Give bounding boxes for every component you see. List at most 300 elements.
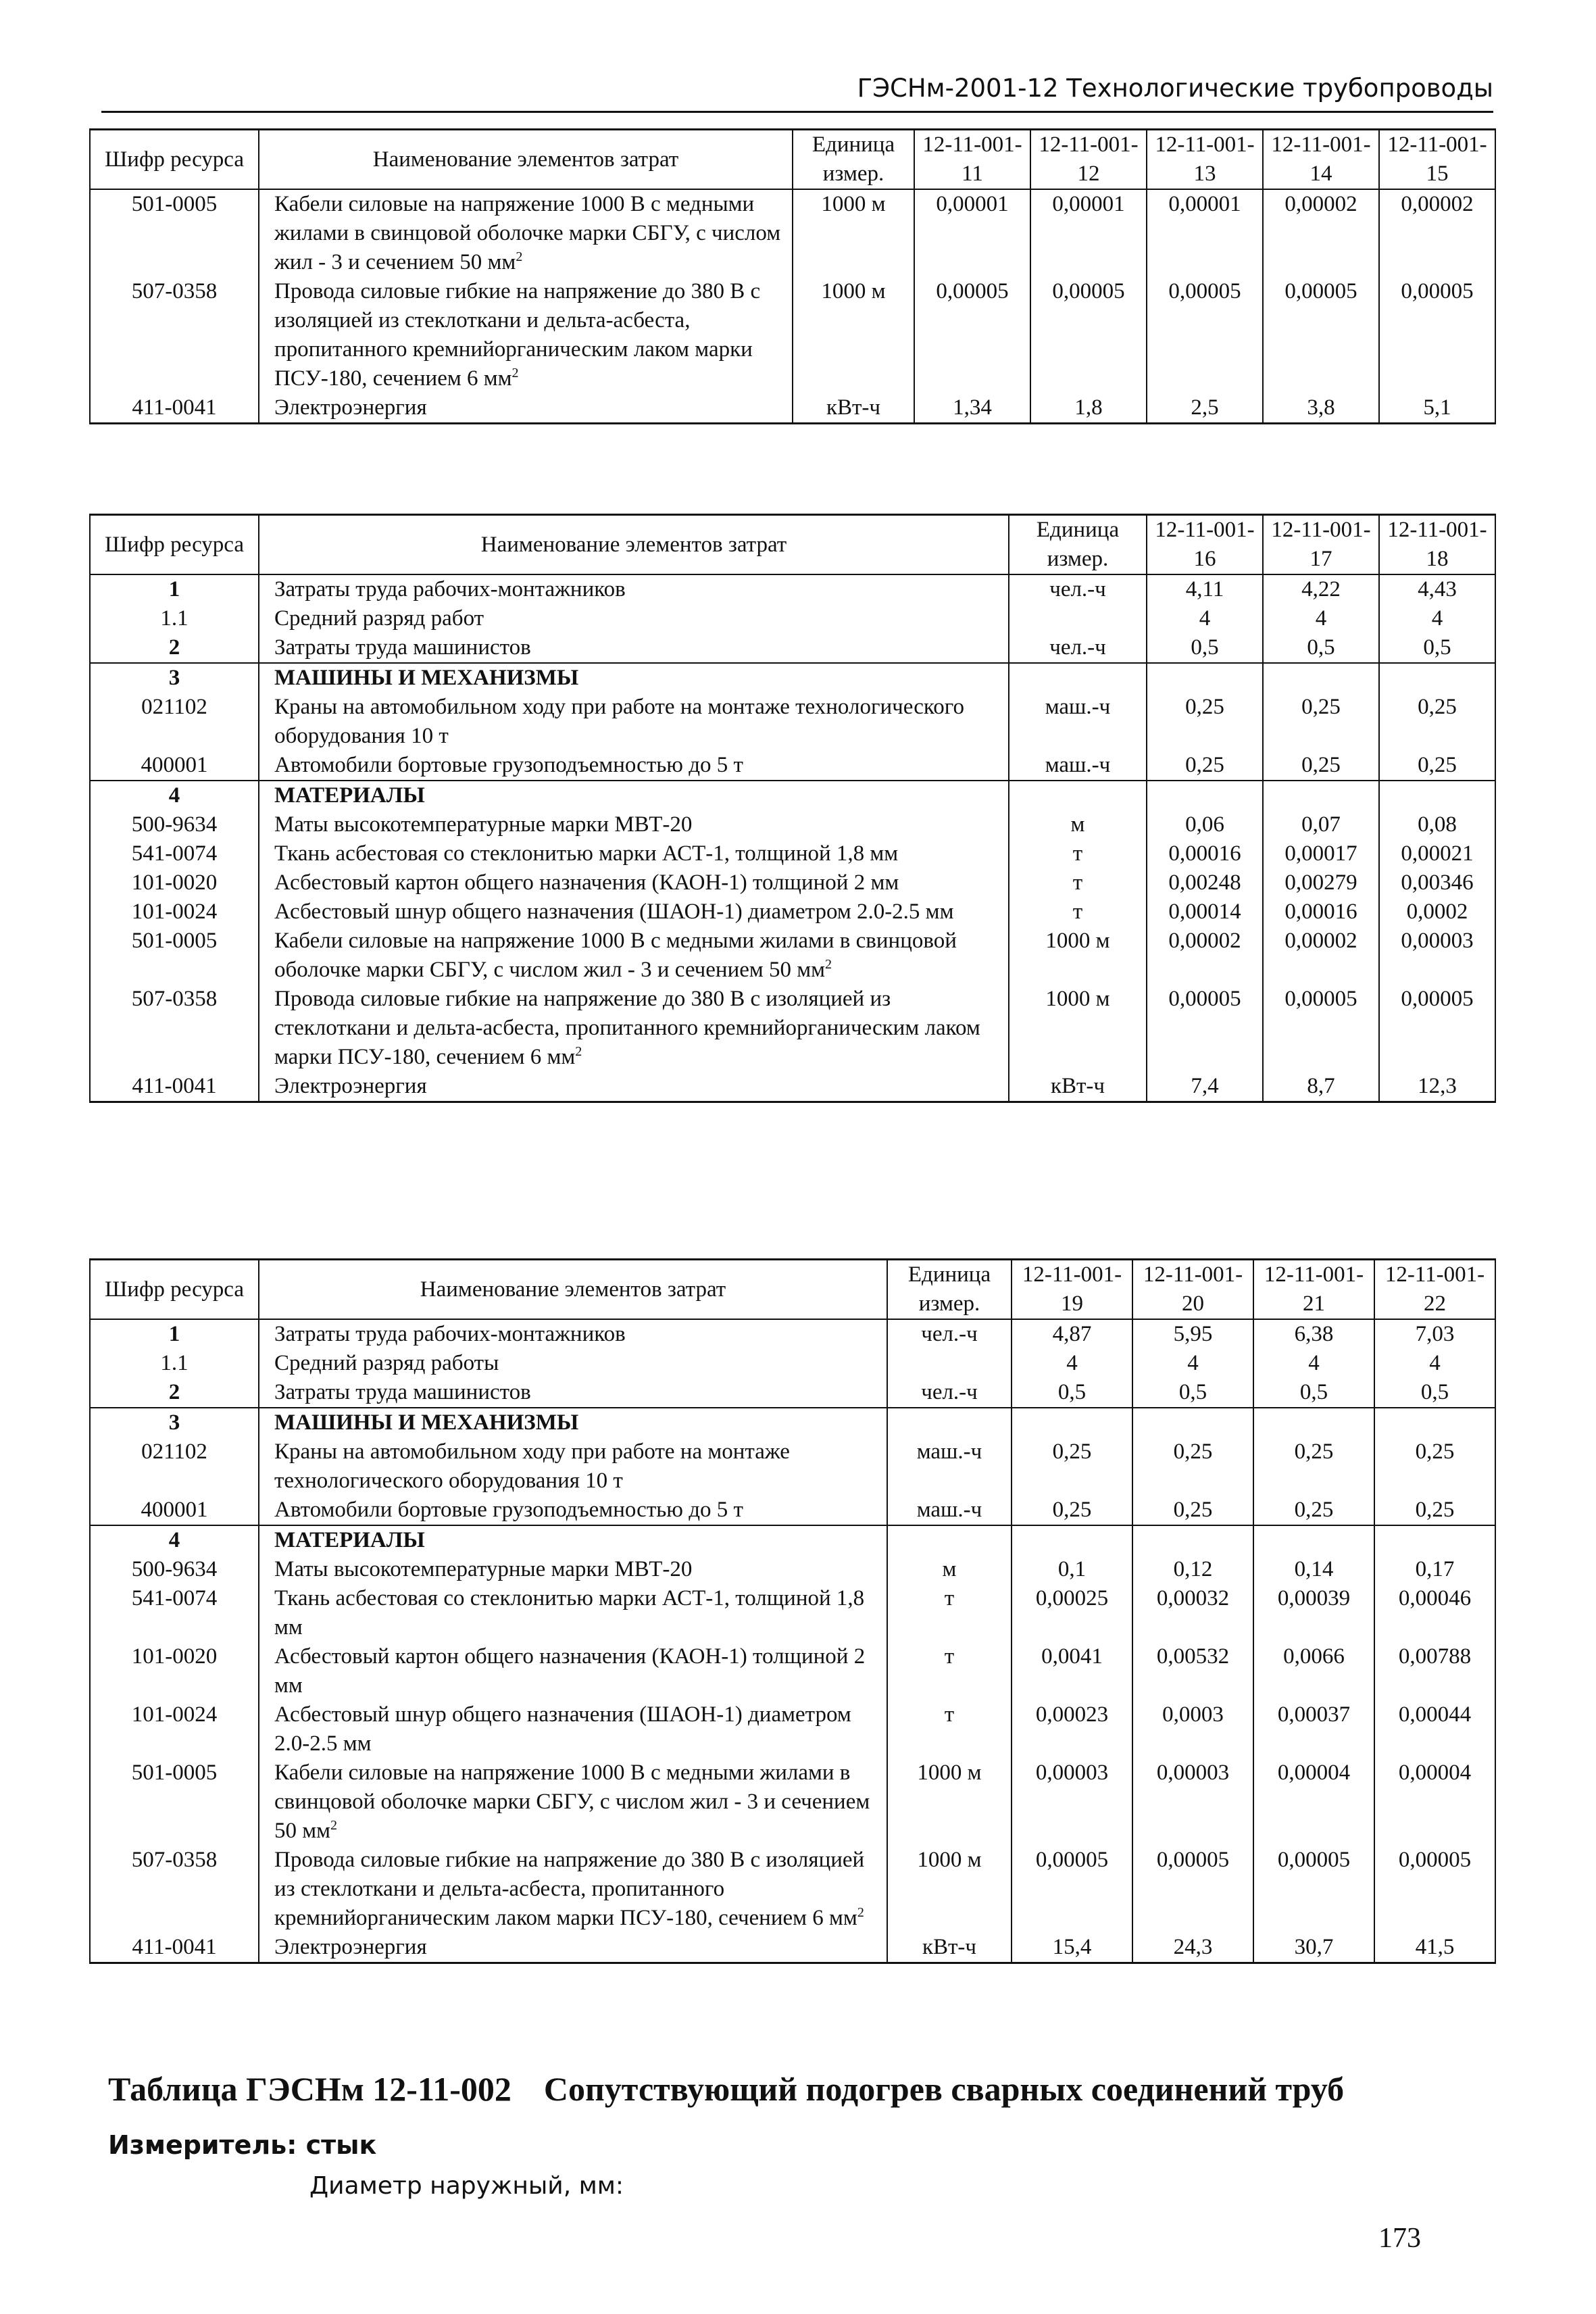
table-row xyxy=(90,604,1495,633)
cost-element-text: Автомобили бортовые грузоподъемностью до 5 т xyxy=(274,753,743,777)
norm-value: 0,00001 xyxy=(914,189,1030,277)
resource-code: 501-0005 xyxy=(90,1758,259,1846)
cost-element-name xyxy=(259,1700,887,1758)
table-row xyxy=(90,1319,1495,1349)
norm-value: 4,11 xyxy=(1147,574,1263,604)
table-row xyxy=(90,574,1495,604)
norm-value xyxy=(1374,1525,1495,1555)
resource-code: 101-0020 xyxy=(90,1642,259,1700)
norm-value: 0,00014 xyxy=(1147,897,1263,927)
norm-value: 24,3 xyxy=(1132,1933,1253,1963)
norm-value: 0,00003 xyxy=(1012,1758,1132,1846)
norm-value xyxy=(1132,1408,1253,1437)
table-row xyxy=(90,1408,1495,1437)
column-header-norm: 12-11-001-22 xyxy=(1374,1260,1495,1320)
resource-code: 541-0074 xyxy=(90,839,259,868)
cost-element-text: Затраты труда рабочих-монтажников xyxy=(274,1322,626,1346)
cost-element-text: Провода силовые гибкие на напряжение до 380 В с изоляцией из стеклоткани и дельта-асбеста, пропитанного кремнийорганическим лаком марки ПСУ-180, сечением 6 мм xyxy=(274,987,980,1069)
cost-element-name xyxy=(259,663,1009,693)
unit-cell: кВт-ч xyxy=(793,393,914,424)
norm-value: 0,00005 xyxy=(1379,985,1495,1072)
unit-cell: чел.-ч xyxy=(887,1378,1012,1408)
norm-value: 0,25 xyxy=(1253,1437,1374,1496)
cost-element-name xyxy=(259,868,1009,897)
resource-code: 501-0005 xyxy=(90,189,259,277)
column-header-norm: 12-11-001-16 xyxy=(1147,515,1263,575)
resource-code: 1 xyxy=(90,574,259,604)
norm-value: 0,00005 xyxy=(1030,277,1147,393)
norm-value: 0,00532 xyxy=(1132,1642,1253,1700)
cost-element-text: Асбестовый шнур общего назначения (ШАОН-1) диаметром 2.0-2.5 мм xyxy=(274,1702,851,1756)
norm-value: 0,0002 xyxy=(1379,897,1495,927)
cost-element-name xyxy=(259,927,1009,985)
unit-cell: чел.-ч xyxy=(887,1319,1012,1349)
norm-value xyxy=(1147,781,1263,810)
table-row xyxy=(90,1584,1495,1642)
table-row xyxy=(90,1349,1495,1378)
column-header-unit: Единица измер. xyxy=(887,1260,1012,1320)
norm-value: 0,00003 xyxy=(1379,927,1495,985)
norm-value xyxy=(1253,1408,1374,1437)
norm-value: 0,00248 xyxy=(1147,868,1263,897)
resource-code: 500-9634 xyxy=(90,1555,259,1584)
norm-value: 0,25 xyxy=(1132,1437,1253,1496)
resource-code: 500-9634 xyxy=(90,810,259,839)
table-row xyxy=(90,1072,1495,1102)
superscript: 2 xyxy=(330,1818,338,1833)
cost-element-text: Средний разряд работ xyxy=(274,606,484,631)
resource-code: 1 xyxy=(90,1319,259,1349)
norm-value: 0,14 xyxy=(1253,1555,1374,1584)
cost-element-text: Кабели силовые на напряжение 1000 В с медными жилами в свинцовой оболочке марки СБГУ, с числом жил - 3 и сечением 50 мм xyxy=(274,192,781,274)
norm-value: 1,8 xyxy=(1030,393,1147,424)
table-row xyxy=(90,693,1495,751)
norm-value: 0,00005 xyxy=(1147,985,1263,1072)
unit-cell: т xyxy=(887,1642,1012,1700)
norm-value: 0,00004 xyxy=(1374,1758,1495,1846)
cost-element-name xyxy=(259,604,1009,633)
norm-value: 0,25 xyxy=(1147,693,1263,751)
unit-cell: т xyxy=(887,1700,1012,1758)
norm-value: 4,87 xyxy=(1012,1319,1132,1349)
cost-element-text: Провода силовые гибкие на напряжение до 380 В с изоляцией из стеклоткани и дельта-асбеста, пропитанного кремнийорганическим лаком марки ПСУ-180, сечением 6 мм xyxy=(274,279,761,391)
cost-element-text: Электроэнергия xyxy=(274,395,427,420)
resource-code: 411-0041 xyxy=(90,393,259,424)
table-row xyxy=(90,751,1495,781)
column-header-norm: 12-11-001-21 xyxy=(1253,1260,1374,1320)
resource-code: 1.1 xyxy=(90,1349,259,1378)
norm-value: 0,25 xyxy=(1132,1496,1253,1525)
resource-code: 507-0358 xyxy=(90,277,259,393)
cost-element-name xyxy=(259,1642,887,1700)
cost-element-name xyxy=(259,1496,887,1525)
norm-value: 0,00005 xyxy=(1012,1846,1132,1933)
table-id: Таблица ГЭСНм 12-11-002 xyxy=(108,2070,512,2108)
norm-value: 4 xyxy=(1253,1349,1374,1378)
cost-element-name xyxy=(259,189,793,277)
unit-cell: 1000 м xyxy=(793,277,914,393)
norm-value: 0,00003 xyxy=(1132,1758,1253,1846)
cost-element-text: МАШИНЫ И МЕХАНИЗМЫ xyxy=(274,666,579,690)
cost-table-3 xyxy=(89,1258,1496,1964)
cost-element-name xyxy=(259,1846,887,1933)
column-header-code: Шифр ресурса xyxy=(90,130,259,190)
norm-value: 0,5 xyxy=(1253,1378,1374,1408)
column-header-code: Шифр ресурса xyxy=(90,1260,259,1320)
superscript: 2 xyxy=(512,366,519,380)
norm-value xyxy=(1263,663,1379,693)
norm-value: 1,34 xyxy=(914,393,1030,424)
cost-element-text: МАТЕРИАЛЫ xyxy=(274,783,425,808)
norm-value xyxy=(1147,663,1263,693)
norm-value: 30,7 xyxy=(1253,1933,1374,1963)
norm-value: 0,25 xyxy=(1253,1496,1374,1525)
norm-value xyxy=(1012,1408,1132,1437)
superscript: 2 xyxy=(575,1044,582,1059)
cost-element-text: Асбестовый картон общего назначения (КАОН-1) толщиной 2 мм xyxy=(274,1644,866,1698)
norm-value: 0,25 xyxy=(1147,751,1263,781)
table-row xyxy=(90,633,1495,663)
norm-value: 0,00021 xyxy=(1379,839,1495,868)
norm-value: 0,00005 xyxy=(1263,277,1379,393)
norm-value: 2,5 xyxy=(1147,393,1263,424)
column-header-norm: 12-11-001-19 xyxy=(1012,1260,1132,1320)
unit-cell: маш.-ч xyxy=(887,1496,1012,1525)
resource-code: 101-0024 xyxy=(90,1700,259,1758)
norm-value: 0,25 xyxy=(1012,1437,1132,1496)
cost-element-name xyxy=(259,1933,887,1963)
cost-element-name xyxy=(259,277,793,393)
superscript: 2 xyxy=(857,1905,864,1920)
unit-cell xyxy=(1009,604,1147,633)
norm-value: 5,95 xyxy=(1132,1319,1253,1349)
superscript: 2 xyxy=(825,957,832,972)
column-header-unit: Единица измер. xyxy=(1009,515,1147,575)
norm-value: 0,00025 xyxy=(1012,1584,1132,1642)
norm-value: 0,00016 xyxy=(1147,839,1263,868)
norm-value: 0,5 xyxy=(1147,633,1263,663)
norm-value: 0,00032 xyxy=(1132,1584,1253,1642)
norm-value: 0,12 xyxy=(1132,1555,1253,1584)
resource-code: 507-0358 xyxy=(90,1846,259,1933)
norm-value: 0,25 xyxy=(1379,693,1495,751)
cost-element-name xyxy=(259,1555,887,1584)
unit-cell: маш.-ч xyxy=(887,1437,1012,1496)
table-row xyxy=(90,1378,1495,1408)
cost-element-text: Затраты труда рабочих-монтажников xyxy=(274,577,626,601)
cost-element-name xyxy=(259,1319,887,1349)
cost-element-text: Маты высокотемпературные марки МВТ-20 xyxy=(274,1557,693,1581)
norm-value xyxy=(1379,663,1495,693)
cost-element-name xyxy=(259,897,1009,927)
cost-element-text: Средний разряд работы xyxy=(274,1351,499,1375)
norm-value: 0,00002 xyxy=(1147,927,1263,985)
cost-element-text: Электроэнергия xyxy=(274,1935,427,1959)
column-header-norm: 12-11-001-20 xyxy=(1132,1260,1253,1320)
superscript: 2 xyxy=(516,249,523,264)
table-row xyxy=(90,277,1495,393)
cost-element-text: Краны на автомобильном ходу при работе на монтаже технологического оборудования 10 т xyxy=(274,695,964,748)
cost-element-name xyxy=(259,1525,887,1555)
table-row xyxy=(90,839,1495,868)
unit-cell: т xyxy=(1009,897,1147,927)
resource-code: 411-0041 xyxy=(90,1072,259,1102)
table-row xyxy=(90,1700,1495,1758)
unit-cell xyxy=(887,1408,1012,1437)
norm-value: 0,5 xyxy=(1379,633,1495,663)
norm-value: 0,00016 xyxy=(1263,897,1379,927)
cost-element-name xyxy=(259,810,1009,839)
norm-value: 3,8 xyxy=(1263,393,1379,424)
norm-value: 0,00039 xyxy=(1253,1584,1374,1642)
unit-cell: чел.-ч xyxy=(1009,574,1147,604)
resource-code: 541-0074 xyxy=(90,1584,259,1642)
unit-cell: т xyxy=(1009,868,1147,897)
table-row xyxy=(90,927,1495,985)
norm-value: 0,00005 xyxy=(1263,985,1379,1072)
norm-value: 0,5 xyxy=(1012,1378,1132,1408)
unit-cell xyxy=(887,1349,1012,1378)
unit-cell: чел.-ч xyxy=(1009,633,1147,663)
table-row xyxy=(90,810,1495,839)
norm-value: 0,5 xyxy=(1374,1378,1495,1408)
norm-value: 0,00346 xyxy=(1379,868,1495,897)
unit-cell: т xyxy=(1009,839,1147,868)
norm-value xyxy=(1374,1408,1495,1437)
cost-element-text: Асбестовый шнур общего назначения (ШАОН-1) диаметром 2.0-2.5 мм xyxy=(274,900,954,924)
norm-value: 0,00002 xyxy=(1263,189,1379,277)
cost-element-name xyxy=(259,839,1009,868)
table-row xyxy=(90,393,1495,424)
resource-code: 2 xyxy=(90,633,259,663)
norm-value: 4 xyxy=(1374,1349,1495,1378)
table-row xyxy=(90,1758,1495,1846)
diameter-label: Диаметр наружный, мм: xyxy=(309,2172,624,2200)
cost-element-name xyxy=(259,393,793,424)
norm-value: 41,5 xyxy=(1374,1933,1495,1963)
column-header-norm: 12-11-001-12 xyxy=(1030,130,1147,190)
cost-element-text: Асбестовый картон общего назначения (КАОН-1) толщиной 2 мм xyxy=(274,870,899,895)
norm-value: 0,00005 xyxy=(1147,277,1263,393)
norm-value: 0,00005 xyxy=(1379,277,1495,393)
norm-value: 4 xyxy=(1132,1349,1253,1378)
norm-value: 0,07 xyxy=(1263,810,1379,839)
norm-value: 0,00037 xyxy=(1253,1700,1374,1758)
cost-table-2 xyxy=(89,514,1496,1103)
norm-value: 0,00004 xyxy=(1253,1758,1374,1846)
norm-value xyxy=(1263,781,1379,810)
norm-value: 0,00005 xyxy=(1132,1846,1253,1933)
table-row xyxy=(90,1437,1495,1496)
norm-value: 0,0041 xyxy=(1012,1642,1132,1700)
resource-code: 1.1 xyxy=(90,604,259,633)
column-header-norm: 12-11-001-15 xyxy=(1379,130,1495,190)
cost-table-1 xyxy=(89,128,1496,424)
column-header-unit: Единица измер. xyxy=(793,130,914,190)
resource-code: 021102 xyxy=(90,1437,259,1496)
table-row xyxy=(90,189,1495,277)
table-header-row xyxy=(90,515,1495,575)
norm-value: 0,25 xyxy=(1263,751,1379,781)
resource-code: 400001 xyxy=(90,1496,259,1525)
norm-value: 0,00279 xyxy=(1263,868,1379,897)
norm-value: 0,25 xyxy=(1263,693,1379,751)
unit-cell: 1000 м xyxy=(887,1758,1012,1846)
column-header-norm: 12-11-001-11 xyxy=(914,130,1030,190)
table-row xyxy=(90,1642,1495,1700)
resource-code: 400001 xyxy=(90,751,259,781)
cost-element-text: Провода силовые гибкие на напряжение до 380 В с изоляцией из стеклоткани и дельта-асбеста, пропитанного кремнийорганическим лаком марки ПСУ-180, сечением 6 мм xyxy=(274,1848,865,1930)
resource-code: 4 xyxy=(90,781,259,810)
norm-value xyxy=(1379,781,1495,810)
column-header-name: Наименование элементов затрат xyxy=(259,1260,887,1320)
norm-value: 7,4 xyxy=(1147,1072,1263,1102)
norm-value: 0,25 xyxy=(1374,1437,1495,1496)
cost-element-text: Ткань асбестовая со стеклонитью марки АСТ-1, толщиной 1,8 мм xyxy=(274,841,899,866)
cost-element-name xyxy=(259,1408,887,1437)
column-header-norm: 12-11-001-17 xyxy=(1263,515,1379,575)
resource-code: 411-0041 xyxy=(90,1933,259,1963)
table-row xyxy=(90,1525,1495,1555)
norm-value: 12,3 xyxy=(1379,1072,1495,1102)
unit-cell: 1000 м xyxy=(887,1846,1012,1933)
resource-code: 021102 xyxy=(90,693,259,751)
column-header-name: Наименование элементов затрат xyxy=(259,130,793,190)
cost-element-name xyxy=(259,781,1009,810)
resource-code: 501-0005 xyxy=(90,927,259,985)
resource-code: 4 xyxy=(90,1525,259,1555)
cost-element-text: МАШИНЫ И МЕХАНИЗМЫ xyxy=(274,1410,579,1435)
resource-code: 101-0020 xyxy=(90,868,259,897)
norm-value: 4 xyxy=(1379,604,1495,633)
running-header: ГЭСНм-2001-12 Технологические трубопроводы xyxy=(101,73,1493,113)
resource-code: 507-0358 xyxy=(90,985,259,1072)
table-row xyxy=(90,663,1495,693)
cost-element-text: Маты высокотемпературные марки МВТ-20 xyxy=(274,812,693,837)
cost-element-name xyxy=(259,1437,887,1496)
table-row xyxy=(90,868,1495,897)
unit-cell: м xyxy=(1009,810,1147,839)
measure-unit: Измеритель: стык xyxy=(108,2130,377,2160)
cost-element-name xyxy=(259,985,1009,1072)
resource-code: 2 xyxy=(90,1378,259,1408)
cost-element-text: МАТЕРИАЛЫ xyxy=(274,1528,425,1552)
unit-cell: 1000 м xyxy=(793,189,914,277)
unit-cell: м xyxy=(887,1555,1012,1584)
norm-value: 0,5 xyxy=(1263,633,1379,663)
norm-value: 0,00001 xyxy=(1147,189,1263,277)
resource-code: 3 xyxy=(90,1408,259,1437)
table-header-row xyxy=(90,1260,1495,1320)
cost-element-name xyxy=(259,633,1009,663)
table-row xyxy=(90,1846,1495,1933)
cost-element-name xyxy=(259,1584,887,1642)
table-row xyxy=(90,985,1495,1072)
unit-cell: 1000 м xyxy=(1009,927,1147,985)
norm-value: 0,00001 xyxy=(1030,189,1147,277)
norm-value: 4 xyxy=(1012,1349,1132,1378)
norm-value: 15,4 xyxy=(1012,1933,1132,1963)
table-row xyxy=(90,1555,1495,1584)
table-row xyxy=(90,1933,1495,1963)
norm-value: 0,1 xyxy=(1012,1555,1132,1584)
norm-value: 8,7 xyxy=(1263,1072,1379,1102)
unit-cell: кВт-ч xyxy=(1009,1072,1147,1102)
column-header-code: Шифр ресурса xyxy=(90,515,259,575)
resource-code: 101-0024 xyxy=(90,897,259,927)
norm-value: 0,0003 xyxy=(1132,1700,1253,1758)
norm-value: 5,1 xyxy=(1379,393,1495,424)
table-row xyxy=(90,897,1495,927)
cost-element-text: Ткань асбестовая со стеклонитью марки АСТ-1, толщиной 1,8 мм xyxy=(274,1586,865,1640)
table-title: Сопутствующий подогрев сварных соединений труб xyxy=(543,2070,1345,2108)
norm-value: 0,00023 xyxy=(1012,1700,1132,1758)
column-header-name: Наименование элементов затрат xyxy=(259,515,1009,575)
norm-value: 7,03 xyxy=(1374,1319,1495,1349)
norm-value: 4,43 xyxy=(1379,574,1495,604)
cost-element-text: Автомобили бортовые грузоподъемностью до 5 т xyxy=(274,1498,743,1522)
unit-cell xyxy=(1009,781,1147,810)
norm-value: 6,38 xyxy=(1253,1319,1374,1349)
cost-element-name xyxy=(259,1349,887,1378)
norm-value: 0,00788 xyxy=(1374,1642,1495,1700)
column-header-norm: 12-11-001-14 xyxy=(1263,130,1379,190)
norm-value xyxy=(1012,1525,1132,1555)
column-header-norm: 12-11-001-18 xyxy=(1379,515,1495,575)
norm-value: 0,00005 xyxy=(914,277,1030,393)
norm-value: 0,17 xyxy=(1374,1555,1495,1584)
norm-value: 0,00002 xyxy=(1379,189,1495,277)
cost-element-name xyxy=(259,1378,887,1408)
norm-value: 0,06 xyxy=(1147,810,1263,839)
unit-cell: кВт-ч xyxy=(887,1933,1012,1963)
norm-value: 0,00046 xyxy=(1374,1584,1495,1642)
norm-value: 4 xyxy=(1147,604,1263,633)
cost-element-name xyxy=(259,693,1009,751)
cost-element-name xyxy=(259,1758,887,1846)
norm-value xyxy=(1132,1525,1253,1555)
norm-value: 0,00002 xyxy=(1263,927,1379,985)
table-heading xyxy=(108,2069,1500,2109)
resource-code: 3 xyxy=(90,663,259,693)
norm-value: 0,00005 xyxy=(1253,1846,1374,1933)
cost-element-text: Кабели силовые на напряжение 1000 В с медными жилами в свинцовой оболочке марки СБГУ, с числом жил - 3 и сечением 50 мм xyxy=(274,929,957,982)
cost-element-text: Затраты труда машинистов xyxy=(274,1380,531,1404)
unit-cell: маш.-ч xyxy=(1009,693,1147,751)
norm-value: 0,25 xyxy=(1379,751,1495,781)
cost-element-text: Электроэнергия xyxy=(274,1074,427,1098)
cost-element-text: Кабели силовые на напряжение 1000 В с медными жилами в свинцовой оболочке марки СБГУ, с числом жил - 3 и сечением 50 мм xyxy=(274,1761,870,1843)
table-header-row xyxy=(90,130,1495,190)
cost-element-name xyxy=(259,751,1009,781)
cost-element-text: Затраты труда машинистов xyxy=(274,635,531,660)
norm-value: 0,00044 xyxy=(1374,1700,1495,1758)
unit-cell xyxy=(1009,663,1147,693)
norm-value: 0,00005 xyxy=(1374,1846,1495,1933)
unit-cell: 1000 м xyxy=(1009,985,1147,1072)
page-number: 173 xyxy=(1378,2223,1421,2254)
norm-value: 4 xyxy=(1263,604,1379,633)
norm-value: 0,0066 xyxy=(1253,1642,1374,1700)
table-row xyxy=(90,1496,1495,1525)
unit-cell: т xyxy=(887,1584,1012,1642)
cost-element-text: Краны на автомобильном ходу при работе на монтаже технологического оборудования 10 т xyxy=(274,1439,790,1493)
cost-element-name xyxy=(259,1072,1009,1102)
cost-element-name xyxy=(259,574,1009,604)
norm-value: 0,5 xyxy=(1132,1378,1253,1408)
norm-value: 0,25 xyxy=(1374,1496,1495,1525)
norm-value: 4,22 xyxy=(1263,574,1379,604)
